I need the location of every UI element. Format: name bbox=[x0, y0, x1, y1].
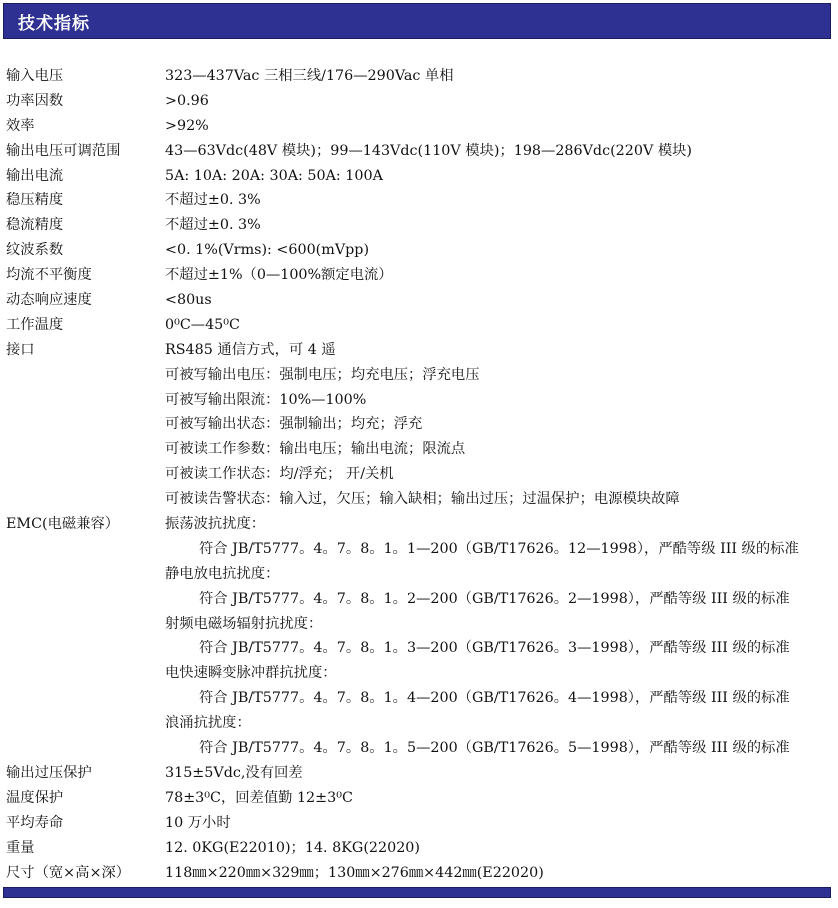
spec-value: 5A: 10A: 20A: 30A: 50A: 100A bbox=[165, 167, 383, 184]
spec-row bbox=[6, 587, 831, 612]
spec-row bbox=[6, 363, 831, 388]
spec-value: 符合 JB/T5777。4。7。8。1。4—200（GB/T17626。4—1998），严酷等级 III 级的标准 bbox=[199, 690, 790, 707]
spec-label: 动态响应速度 bbox=[6, 292, 92, 309]
spec-row bbox=[6, 661, 831, 686]
spec-value: 315±5Vdc,没有回差 bbox=[165, 764, 303, 781]
spec-label: 工作温度 bbox=[6, 316, 64, 333]
spec-label: 尺寸（宽×高×深） bbox=[6, 864, 131, 881]
spec-row bbox=[6, 388, 831, 413]
spec-value: RS485 通信方式，可 4 遥 bbox=[165, 341, 336, 358]
spec-row bbox=[6, 338, 831, 363]
spec-value: 0⁰C—45⁰C bbox=[165, 316, 240, 333]
section-footer-bar bbox=[3, 887, 831, 898]
spec-row bbox=[6, 811, 831, 836]
spec-row bbox=[6, 836, 831, 861]
spec-value: 118㎜×220㎜×329㎜；130㎜×276㎜×442㎜(E22020) bbox=[165, 864, 544, 881]
spec-row bbox=[6, 562, 831, 587]
spec-value: 符合 JB/T5777。4。7。8。1。5—200（GB/T17626。5—1998），严酷等级 III 级的标准 bbox=[199, 740, 790, 757]
spec-row bbox=[6, 263, 831, 288]
spec-value: 符合 JB/T5777。4。7。8。1。1—200（GB/T17626。12—1998），严酷等级 III 级的标准 bbox=[199, 540, 799, 557]
spec-value: 可被读工作状态：均/浮充； 开/关机 bbox=[165, 466, 394, 483]
spec-value: 符合 JB/T5777。4。7。8。1。2—200（GB/T17626。2—1998），严酷等级 III 级的标准 bbox=[199, 590, 790, 607]
spec-row bbox=[6, 761, 831, 786]
spec-label: 平均寿命 bbox=[6, 814, 64, 831]
spec-label: 输出过压保护 bbox=[6, 764, 92, 781]
spec-label: 输入电压 bbox=[6, 68, 64, 84]
spec-row bbox=[6, 164, 831, 189]
spec-value: 不超过±0. 3% bbox=[165, 217, 261, 234]
spec-label: 重量 bbox=[6, 839, 35, 856]
spec-row bbox=[6, 711, 831, 736]
spec-value: 78±3⁰C，回差值勤 12±3⁰C bbox=[165, 789, 353, 806]
spec-label: EMC(电磁兼容） bbox=[6, 516, 120, 533]
spec-row bbox=[6, 612, 831, 637]
spec-row bbox=[6, 412, 831, 437]
spec-label: 输出电流 bbox=[6, 167, 64, 184]
spec-row bbox=[6, 213, 831, 238]
spec-value: 可被读告警状态：输入过，欠压；输入缺相；输出过压；过温保护；电源模块故障 bbox=[165, 491, 680, 508]
spec-value: <0. 1%(Vrms): <600(mVpp) bbox=[165, 242, 370, 259]
spec-row bbox=[6, 537, 831, 562]
spec-value: >0.96 bbox=[165, 92, 209, 109]
spec-value: >92% bbox=[165, 117, 209, 134]
spec-value: 可被读工作参数：输出电压；输出电流；限流点 bbox=[165, 441, 466, 458]
spec-value: 10 万小时 bbox=[165, 814, 231, 831]
spec-row bbox=[6, 114, 831, 139]
spec-value: 振荡波抗扰度： bbox=[165, 516, 266, 533]
spec-value: 符合 JB/T5777。4。7。8。1。3—200（GB/T17626。3—1998），严酷等级 III 级的标准 bbox=[199, 640, 790, 657]
spec-row bbox=[6, 686, 831, 711]
spec-value: 射频电磁场辐射抗扰度： bbox=[165, 615, 323, 632]
spec-row bbox=[6, 736, 831, 761]
spec-row bbox=[6, 64, 831, 89]
spec-row bbox=[6, 487, 831, 512]
spec-row bbox=[6, 139, 831, 164]
spec-label: 纹波系数 bbox=[6, 242, 64, 259]
spec-label: 接口 bbox=[6, 341, 35, 358]
section-title: 技术指标 bbox=[18, 14, 90, 34]
spec-row bbox=[6, 786, 831, 811]
spec-row bbox=[6, 238, 831, 263]
spec-label: 输出电压可调范围 bbox=[6, 142, 121, 159]
spec-value: 12. 0KG(E22010)；14. 8KG(22020) bbox=[165, 839, 420, 856]
spec-row bbox=[6, 313, 831, 338]
spec-row bbox=[6, 462, 831, 487]
spec-value: 电快速瞬变脉冲群抗扰度： bbox=[165, 665, 337, 682]
spec-value: 可被写输出状态：强制输出；均充；浮充 bbox=[165, 416, 423, 433]
spec-label: 稳压精度 bbox=[6, 192, 64, 209]
spec-value: 323—437Vac 三相三线/176—290Vac 单相 bbox=[165, 68, 454, 84]
spec-row bbox=[6, 512, 831, 537]
spec-row bbox=[6, 288, 831, 313]
spec-row bbox=[6, 188, 831, 213]
spec-value: 可被写输出电压：强制电压；均充电压；浮充电压 bbox=[165, 366, 480, 383]
spec-label: 稳流精度 bbox=[6, 217, 64, 234]
spec-label: 功率因数 bbox=[6, 92, 64, 109]
spec-value: 可被写输出限流：10%—100% bbox=[165, 391, 367, 408]
spec-value: 43—63Vdc(48V 模块)；99—143Vdc(110V 模块)；198—286Vdc(220V 模块) bbox=[165, 142, 693, 159]
spec-value: 浪涌抗扰度： bbox=[165, 715, 251, 732]
spec-row bbox=[6, 861, 831, 886]
spec-label: 均流不平衡度 bbox=[6, 267, 92, 284]
spec-value: 不超过±0. 3% bbox=[165, 192, 261, 209]
spec-row bbox=[6, 437, 831, 462]
spec-table bbox=[6, 64, 831, 885]
spec-value: 不超过±1%（0—100%额定电流） bbox=[165, 267, 393, 284]
spec-value: <80us bbox=[165, 292, 212, 309]
spec-value: 静电放电抗扰度： bbox=[165, 565, 280, 582]
section-header-bar bbox=[3, 3, 831, 39]
spec-label: 温度保护 bbox=[6, 789, 64, 806]
spec-row bbox=[6, 89, 831, 114]
spec-row bbox=[6, 636, 831, 661]
spec-label: 效率 bbox=[6, 117, 35, 134]
